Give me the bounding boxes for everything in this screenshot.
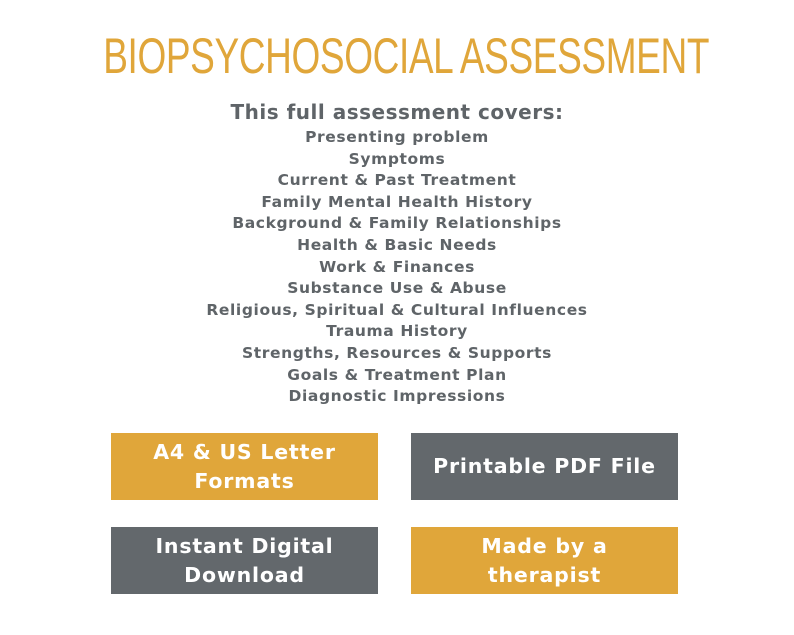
topic-item: Background & Family Relationships (232, 214, 562, 233)
page-title: BIOPSYCHOSOCIAL ASSESSMENT (103, 28, 710, 84)
formats-badge-label: A4 & US Letter Formats (153, 439, 336, 493)
download-badge-label: Instant Digital Download (155, 533, 334, 587)
topic-item: Goals & Treatment Plan (287, 365, 507, 384)
topic-item: Symptoms (348, 149, 446, 168)
formats-badge (111, 433, 378, 500)
topic-item: Trauma History (326, 322, 468, 341)
topic-list (0, 127, 794, 408)
topic-item: Family Mental Health History (261, 192, 533, 211)
download-badge (111, 527, 378, 594)
topic-item: Presenting problem (305, 128, 489, 146)
subtitle: This full assessment covers: (230, 100, 564, 124)
therapist-badge (411, 527, 678, 594)
pdf-badge-label: Printable PDF File (433, 454, 656, 478)
topic-item: Strengths, Resources & Supports (242, 343, 552, 362)
pdf-badge (411, 433, 678, 500)
topic-item: Diagnostic Impressions (288, 387, 506, 406)
topic-item: Health & Basic Needs (297, 235, 497, 254)
therapist-badge-label: Made by a therapist (481, 533, 608, 587)
topic-item: Current & Past Treatment (277, 171, 517, 190)
topic-item: Religious, Spiritual & Cultural Influences (206, 300, 588, 319)
topic-item: Substance Use & Abuse (287, 279, 507, 298)
topic-item: Work & Finances (319, 257, 475, 276)
